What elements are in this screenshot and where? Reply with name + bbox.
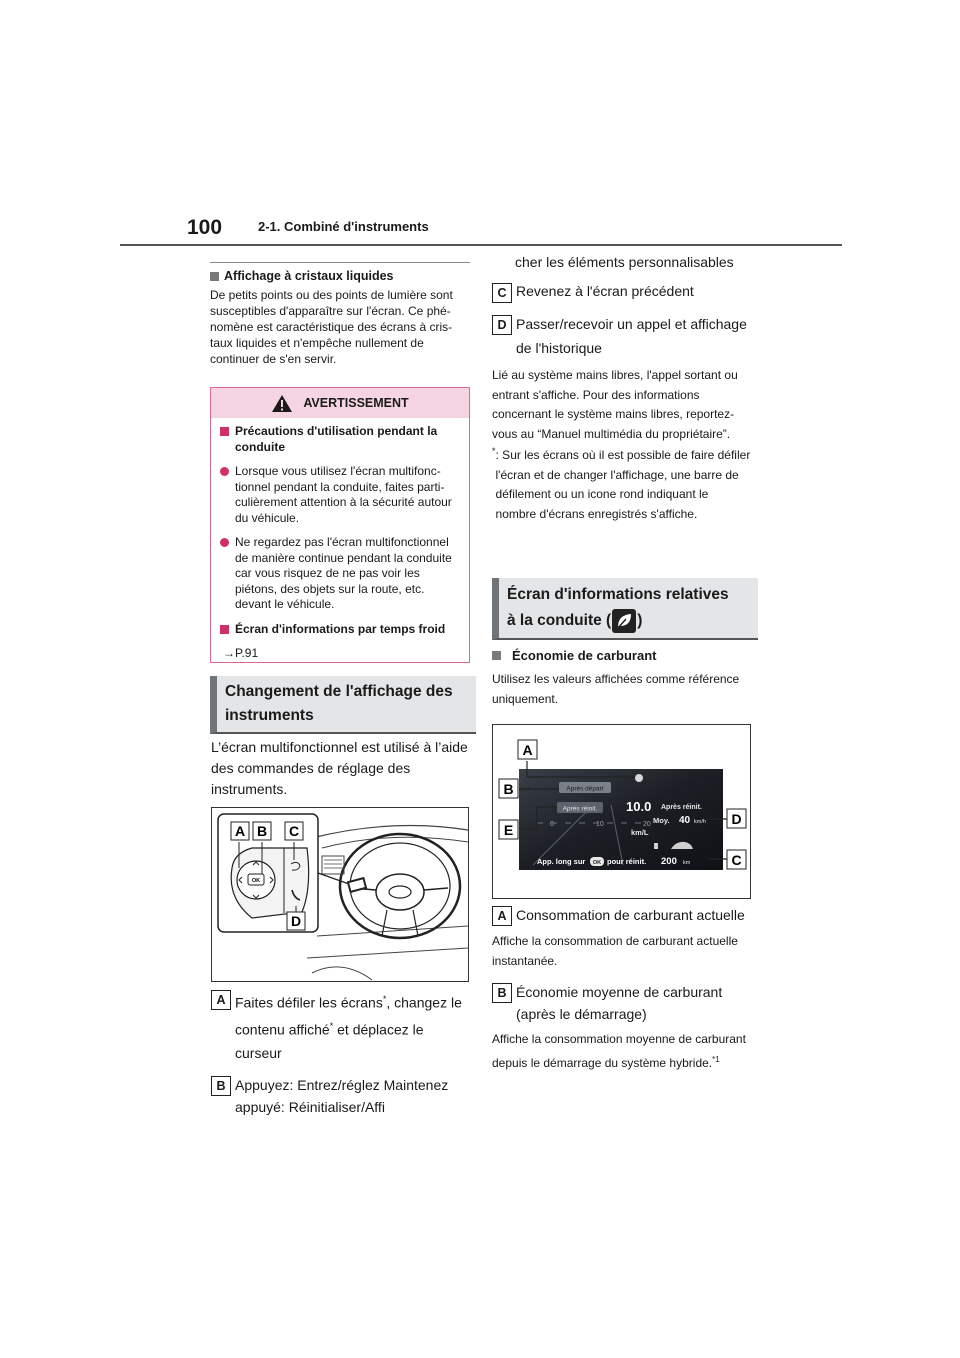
eco-heading-text: Économie de carburant — [512, 648, 657, 663]
fig1-label-d: D — [290, 913, 302, 929]
fuel-item-a — [492, 904, 754, 927]
screen-range-unit: km — [683, 860, 691, 866]
warning-bullet-2 — [220, 535, 459, 613]
driving-info-title-line-2-text: à la conduite ( — [507, 612, 612, 629]
footnote — [492, 446, 752, 524]
warning-heading-1-text: Précautions d'utilisation pendant la conduite — [235, 424, 438, 454]
footnote-mark: * — [492, 446, 496, 456]
screen-scale-0: 0 — [550, 821, 554, 828]
item-a — [211, 988, 473, 1066]
item-d-description: Lié au système mains libres, l'appel sortant ou entrant s'affiche. Pour des informations concernant le système mains libres, reportez-vous au “Manuel multimédia du propriétaire”. — [492, 368, 738, 441]
label-c-box: C — [492, 283, 512, 303]
driving-info-title — [492, 578, 758, 640]
item-c — [492, 281, 752, 303]
footnote-text: : Sur les écrans où il est possible de faire défiler l'écran et de changer l'affichage, une barre de défilement ou un icone rond indiquant le nombre d'écrans enregistrés s'affiche. — [495, 448, 751, 521]
label-b-box: B — [211, 1076, 231, 1096]
screen-moy: Moy. — [653, 816, 670, 825]
fig2-label-d: D — [731, 811, 742, 827]
warning-body — [211, 418, 469, 662]
round-bullet-icon — [220, 538, 229, 547]
steering-controls-figure — [211, 807, 469, 982]
screen-value: 10.0 — [626, 799, 652, 814]
section-title: 2-1. Combiné d'instruments — [258, 219, 429, 234]
item-a-footnote-1: * — [382, 994, 387, 1004]
screen-apres-depart: Après départ — [566, 785, 604, 793]
square-bullet-icon — [492, 651, 501, 660]
warning-heading-2 — [220, 622, 459, 638]
item-a-text-2: , changez le contenu affiché — [235, 994, 462, 1038]
lcd-text: De petits points ou des points de lumière sont susceptibles d'apparaître sur l'écran. Ce phénomène est caractéristique des écrans à cristaux liquides et n'empêche nullement de continuer de s'en servir. — [210, 288, 453, 366]
lcd-rule — [210, 262, 470, 263]
right-top-items — [492, 252, 752, 524]
driving-info-title-line-1: Écran d'informations relatives — [507, 586, 729, 603]
screen-unit: km/L — [631, 828, 649, 837]
warning-bullet-1-text: Lorsque vous utilisez l'écran multifonctionnel pendant la conduite, faites particulièrement attention à la sécurité autour du véhicule. — [235, 464, 452, 525]
lcd-section — [210, 262, 470, 367]
fuel-item-a-text: Consommation de carburant actuelle — [516, 907, 745, 923]
fig2-label-a: A — [522, 742, 533, 758]
screen-speed: 40 — [679, 815, 691, 826]
square-bullet-icon — [210, 272, 219, 281]
ok-button-label: OK — [251, 878, 261, 884]
fuel-item-b-text: Économie moyenne de carburant (après le démarrage) — [516, 984, 723, 1022]
warning-title: AVERTISSEMENT — [303, 396, 409, 410]
label-a-box: A — [211, 990, 231, 1010]
warning-heading-2-text: Écran d'informations par temps froid — [235, 621, 446, 636]
item-a-text — [235, 988, 473, 1066]
screen-scale-20: 20 — [643, 821, 651, 828]
screen-bottom-ok: OK — [592, 860, 602, 866]
steering-illustration — [212, 808, 468, 981]
warning-heading-1 — [220, 424, 459, 455]
right-bottom-items — [492, 904, 754, 1073]
fuel-item-a-description: Affiche la consommation de carburant actuelle instantanée. — [492, 934, 738, 968]
fig1-label-c: C — [288, 823, 300, 839]
item-d — [492, 313, 752, 360]
lcd-heading — [210, 269, 470, 283]
warning-triangle-icon — [271, 394, 293, 413]
screen-bottom-left-2: pour réinit. — [607, 857, 647, 866]
change-display-text: L’écran multifonctionnel est utilisé à l’aide des commandes de réglage des instruments. — [211, 739, 468, 797]
fig2-label-c: C — [731, 852, 742, 868]
lcd-heading-text: Affichage à cristaux liquides — [224, 269, 394, 283]
page-number: 100 — [187, 216, 223, 239]
fuel-item-b-description-text: Affiche la consommation moyenne de carburant depuis le démarrage du système hybride. — [492, 1032, 746, 1070]
label-d-box: D — [492, 315, 512, 335]
round-bullet-icon — [220, 467, 229, 476]
screen-right-title: Après réinit. — [661, 804, 702, 811]
item-a-text-3: et déplacez le curseur — [235, 1021, 424, 1062]
fig1-label-b: B — [256, 823, 268, 839]
change-display-title: Changement de l'affichage des instruments — [210, 676, 476, 734]
header-rule — [120, 244, 842, 246]
square-bullet-icon — [220, 427, 229, 436]
eco-leaf-icon — [612, 609, 636, 633]
item-b — [211, 1074, 473, 1118]
warning-reference[interactable]: →P.91 — [223, 646, 259, 660]
screen-bottom-left-1: App. long sur — [537, 857, 586, 866]
fuel-item-b-description — [492, 1030, 754, 1073]
fig1-label-a: A — [234, 823, 246, 839]
item-d-text: Passer/recevoir un appel et affichage de l'historique — [516, 316, 747, 356]
driving-info-title-close: ) — [637, 612, 643, 629]
warning-bullet-1 — [220, 464, 459, 526]
fuel-item-b — [492, 981, 754, 1025]
fuel-label-a-box: A — [492, 906, 512, 926]
eco-text: Utilisez les valeurs affichées comme référence uniquement. — [492, 672, 740, 706]
eco-heading — [492, 648, 656, 663]
screen-apres-reinit: Après réinit. — [562, 805, 598, 813]
warning-bullet-2-text: Ne regardez pas l'écran multifonctionnel de manière continue pendant la conduite car vous risquez de ne pas voir les piétons, des objets sur la route, etc. devant le véhicule. — [235, 535, 452, 611]
square-bullet-icon — [220, 625, 229, 634]
item-b-text: Appuyez: Entrez/réglez Maintenez appuyé: Réinitialiser/Affi — [235, 1076, 449, 1115]
left-labeled-items — [211, 988, 473, 1118]
item-a-footnote-2: * — [329, 1021, 334, 1032]
warning-header — [211, 388, 469, 418]
driving-info-title-line-2 — [507, 608, 750, 634]
item-a-text-1: Faites défiler les écrans — [235, 994, 383, 1011]
warning-box — [210, 387, 470, 663]
fuel-economy-figure — [492, 724, 751, 899]
screen-scale-10: 10 — [596, 821, 604, 828]
item-c-text: Revenez à l'écran précédent — [516, 283, 694, 299]
item-b-continued: cher les éléments personnalisables — [515, 254, 734, 270]
fig2-label-b: B — [503, 781, 514, 797]
fuel-item-b-note: *1 — [712, 1054, 720, 1064]
screen-speed-unit: km/h — [694, 819, 706, 825]
fuel-economy-screen — [493, 725, 750, 898]
fuel-label-b-box: B — [492, 983, 512, 1003]
fig2-label-e: E — [503, 822, 514, 838]
screen-range: 200 — [661, 856, 677, 867]
